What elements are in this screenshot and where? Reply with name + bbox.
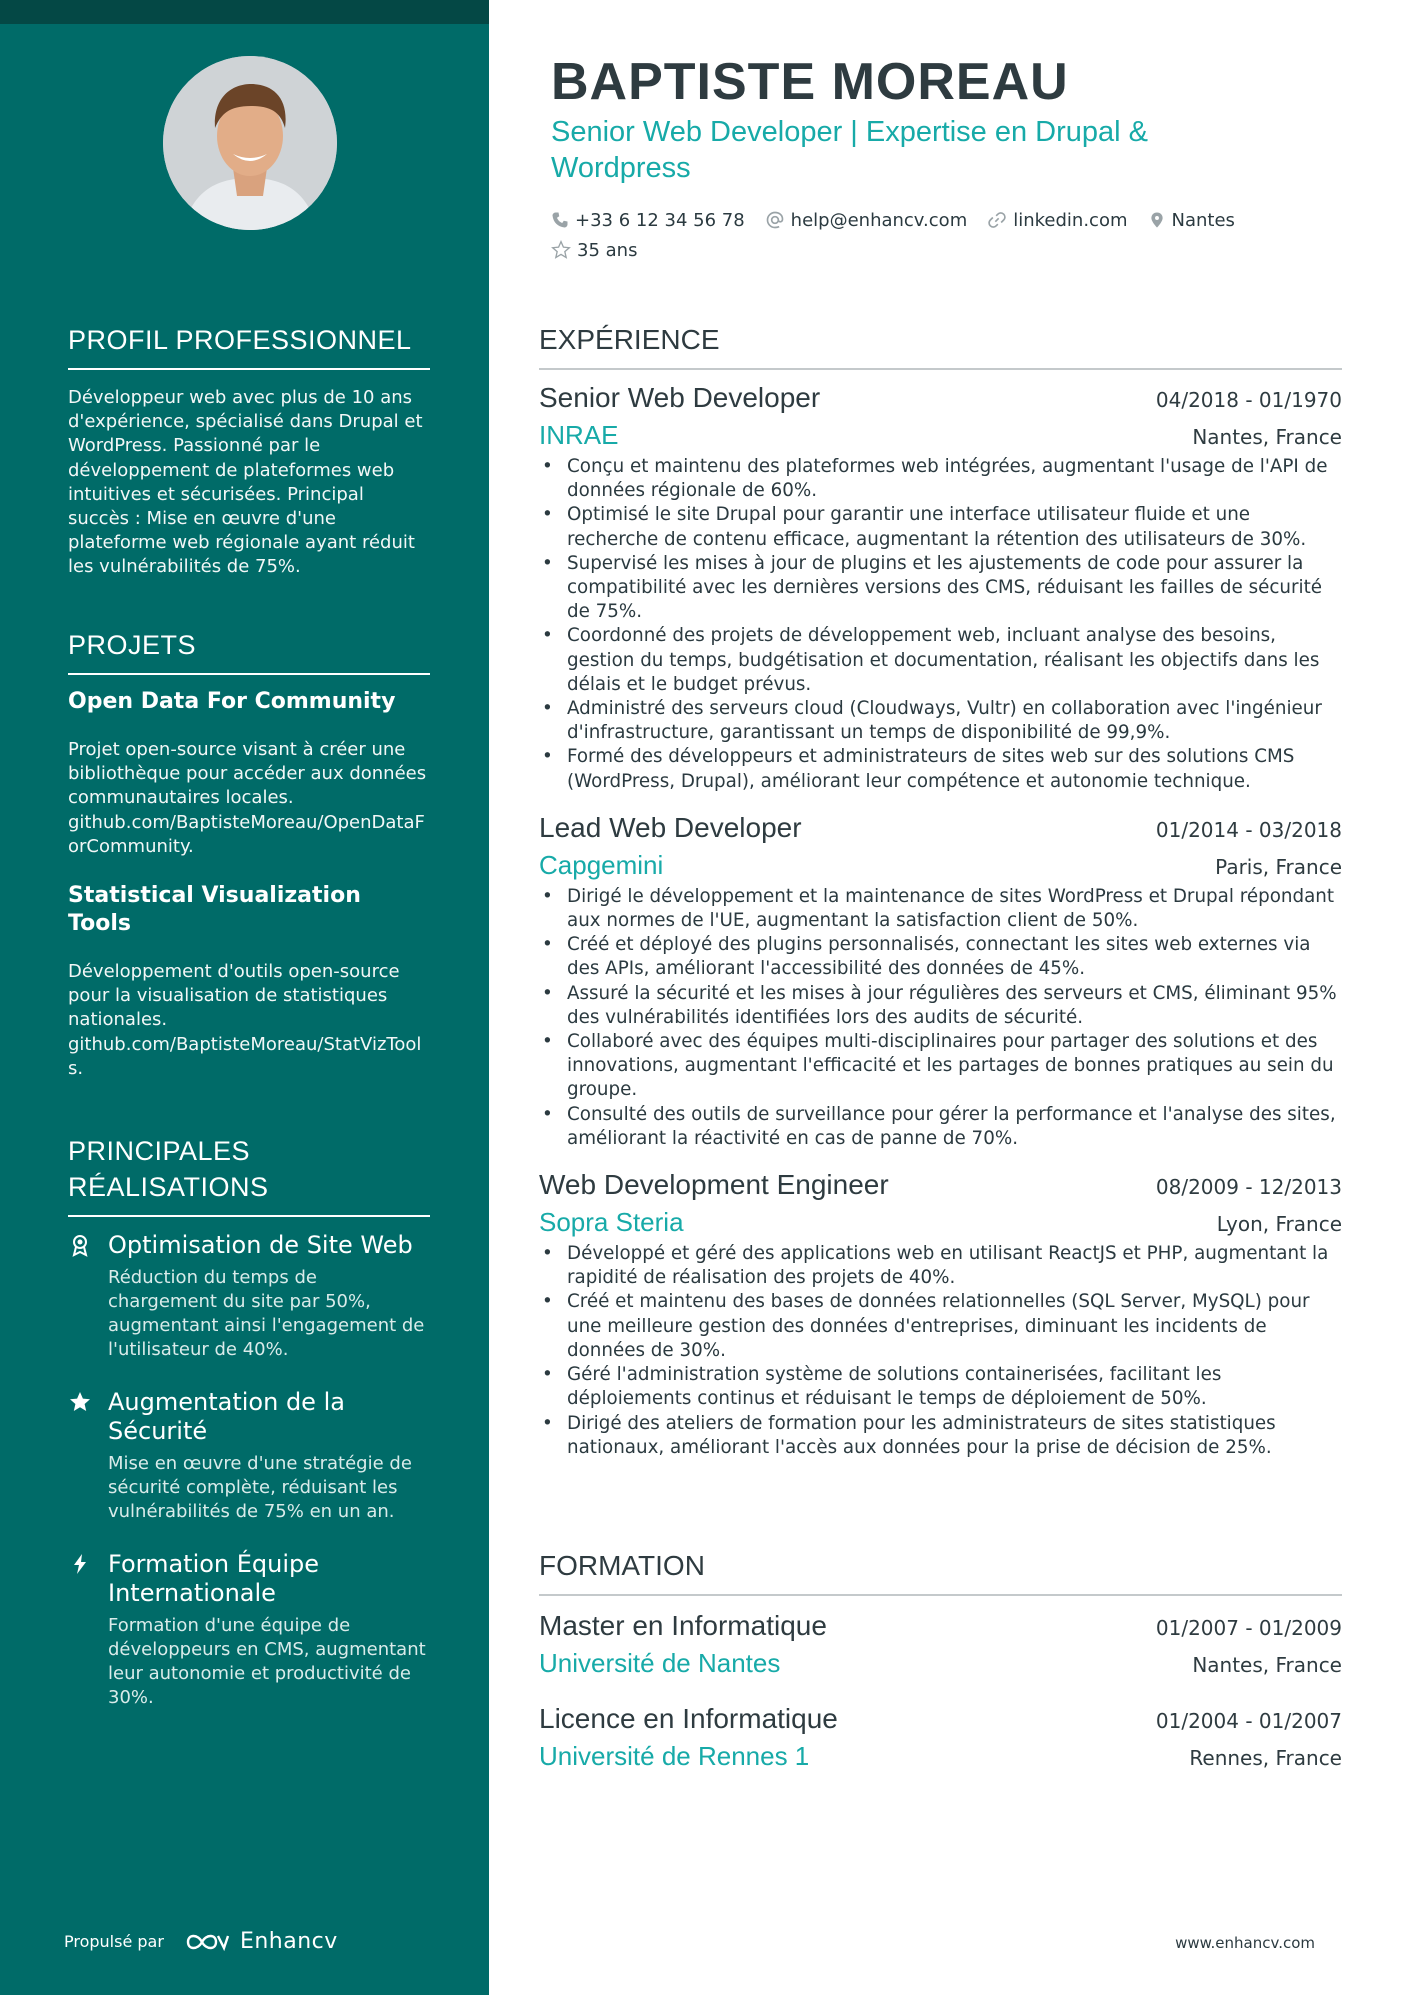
powered-by-label: Propulsé par [64,1932,164,1951]
school-location: Nantes, France [1192,1653,1342,1677]
list-item: • Collaboré avec des équipes multi-disciplinaires pour partager des solutions et des innovations, augmentant l'efficacité et les partages de bonnes pratiques au sein du groupe. [539,1030,1342,1103]
award-icon [68,1233,92,1257]
headline: Senior Web Developer | Expertise en Drupal & Wordpress [551,116,1148,184]
job-bullets [539,1242,1342,1460]
profile-photo [163,56,337,230]
project-title: Statistical Visualization Tools [68,883,361,937]
list-item: • Géré l'administration système de solutions containerisées, facilitant les déploiements continus et réduisant le temps de déploiement de 50%. [539,1363,1342,1411]
location-pin-icon [1148,210,1166,230]
education-entry [539,1703,1342,1772]
education-section [539,1548,1342,1772]
contact-phone[interactable] [551,210,745,231]
school-location: Rennes, France [1189,1746,1342,1770]
job-title: Senior Web Developer [539,382,821,413]
profile-heading: PROFIL PROFESSIONNEL [68,322,430,370]
contact-age [551,240,637,261]
job-location: Lyon, France [1216,1212,1342,1237]
education-heading: FORMATION [539,1548,1342,1596]
list-item: • Administré des serveurs cloud (Cloudways, Vultr) en collaboration avec l'ingénieur d'infrastructure, garantissant un temps de disponibilité de 99,9%. [539,697,1342,745]
school-name: Université de Rennes 1 [539,1741,810,1771]
achievement-title: Optimisation de Site Web [108,1231,413,1259]
job-dates: 01/2014 - 03/2018 [1155,817,1342,842]
list-item: • Optimisé le site Drupal pour garantir une interface utilisateur fluide et une recherche de contenu efficace, augmentant la rétention des utilisateurs de 30%. [539,503,1342,551]
achievement-title: Augmentation de la Sécurité [108,1388,345,1445]
education-dates: 01/2004 - 01/2007 [1155,1709,1342,1733]
contact-location [1148,210,1235,231]
achievement-description: Mise en œuvre d'une stratégie de sécurité complète, réduisant les vulnérabilités de 75% en un an. [108,1453,412,1522]
email-text: help@enhancv.com [790,209,968,231]
contact-info [551,205,1331,265]
contact-email[interactable] [765,210,968,231]
achievement-description: Réduction du temps de chargement du site par 50%, augmentant ainsi l'engagement de l'utilisateur de 40%. [108,1267,425,1360]
list-item: • Conçu et maintenu des plateformes web intégrées, augmentant l'usage de l'API de données régionale de 60%. [539,455,1342,503]
achievements-section [68,1133,430,1710]
job-company: Capgemini [539,849,664,880]
job-entry [539,812,1342,1151]
profile-text: Développeur web avec plus de 10 ans d'expérience, spécialisé dans Drupal et WordPress. Passionné par le développement de plateformes web intuitives et sécurisées. Principal succès : Mise en œuvre d'une plateforme web régionale ayant réduit les vulnérabilités de 75%. [68,387,423,578]
list-item: • Dirigé des ateliers de formation pour les administrateurs de sites statistiques nationaux, améliorant l'accès aux données pour la prise de décision de 25%. [539,1412,1342,1460]
job-dates: 04/2018 - 01/1970 [1155,388,1342,412]
linkedin-text: linkedin.com [1013,209,1128,231]
profile-section [68,322,430,580]
enhancv-logo-icon [184,1930,230,1954]
brand-name[interactable]: Enhancv [239,1929,338,1954]
project-title: Open Data For Community [68,689,396,714]
lightning-icon [68,1552,92,1576]
project-item [68,688,430,859]
achievement-description: Formation d'une équipe de développeurs en CMS, augmentant leur autonomie et productivité de 30%. [108,1615,426,1708]
degree-title: Master en Informatique [539,1610,827,1641]
star-icon [68,1390,92,1414]
sidebar-top-bar [0,0,489,24]
candidate-name: BAPTISTE MOREAU [551,53,1069,111]
website-link[interactable]: www.enhancv.com [1175,1934,1315,1952]
powered-by [64,1929,338,1954]
age-text: 35 ans [577,239,638,261]
star-outline-icon [551,240,571,260]
degree-title: Licence en Informatique [539,1703,838,1734]
experience-heading: EXPÉRIENCE [539,322,1342,370]
phone-text: +33 6 12 34 56 78 [575,209,745,231]
contact-linkedin[interactable] [987,210,1127,231]
list-item: • Supervisé les mises à jour de plugins et les ajustements de code pour assurer la compatibilité avec les dernières versions des CMS, réduisant les failles de sécurité de 75%. [539,552,1342,625]
achievement-item [68,1550,430,1710]
list-item: • Développé et géré des applications web en utilisant ReactJS et PHP, augmentant la rapidité de réalisation des projets de 40%. [539,1242,1342,1290]
location-text: Nantes [1171,209,1235,231]
achievement-item [68,1231,430,1362]
job-entry [539,382,1342,794]
job-company: Sopra Steria [539,1207,684,1238]
job-bullets [539,455,1342,794]
list-item: • Formé des développeurs et administrateurs de sites web sur des solutions CMS (WordPress, Drupal), améliorant leur compétence et autonomie technique. [539,745,1342,793]
phone-icon [551,211,569,229]
avatar [163,56,337,230]
projects-section [68,627,430,1081]
list-item: • Coordonné des projets de développement web, incluant analyse des besoins, gestion du temps, budgétisation et documentation, réalisant les objectifs dans les délais et le budget prévus. [539,624,1342,697]
education-entry [539,1610,1342,1679]
at-icon [765,210,785,230]
job-entry [539,1169,1342,1460]
achievements-heading: PRINCIPALES RÉALISATIONS [68,1133,430,1217]
job-company: INRAE [539,420,619,450]
list-item: • Dirigé le développement et la maintenance de sites WordPress et Drupal répondant aux normes de l'UE, augmentant la satisfaction client de 50%. [539,885,1342,933]
education-dates: 01/2007 - 01/2009 [1155,1616,1342,1640]
list-item: • Assuré la sécurité et les mises à jour régulières des serveurs et CMS, éliminant 95% des vulnérabilités identifiées lors des audits de sécurité. [539,982,1342,1030]
achievement-item [68,1388,430,1524]
experience-section [539,322,1342,1460]
project-link[interactable]: github.com/BaptisteMoreau/OpenDataForCommunity. [68,811,425,857]
list-item: • Créé et déployé des plugins personnalisés, connectant les sites web externes via des APIs, améliorant l'accessibilité des données de 45%. [539,933,1342,981]
projects-heading: PROJETS [68,627,430,675]
school-name: Université de Nantes [539,1648,781,1678]
list-item: • Créé et maintenu des bases de données relationnelles (SQL Server, MySQL) pour une meilleure gestion des données d'entreprises, diminuant les incidents de données de 30%. [539,1290,1342,1363]
project-description: Projet open-source visant à créer une bibliothèque pour accéder aux données communautaires locales. [68,739,427,809]
project-link[interactable]: github.com/BaptisteMoreau/StatVizTools. [68,1033,422,1079]
job-title: Lead Web Developer [539,811,802,843]
job-title: Web Development Engineer [539,1169,889,1201]
link-icon [987,210,1007,230]
job-location: Nantes, France [1192,425,1342,449]
project-item [68,882,430,1081]
achievement-title: Formation Équipe Internationale [108,1550,320,1607]
job-dates: 08/2009 - 12/2013 [1155,1175,1342,1200]
list-item: • Consulté des outils de surveillance pour gérer la performance et l'analyse des sites, améliorant la réactivité en cas de panne de 70%. [539,1103,1342,1151]
job-location: Paris, France [1215,854,1342,879]
job-bullets [539,885,1342,1151]
project-description: Développement d'outils open-source pour la visualisation de statistiques nationales. [68,961,400,1031]
sidebar [0,0,489,1995]
